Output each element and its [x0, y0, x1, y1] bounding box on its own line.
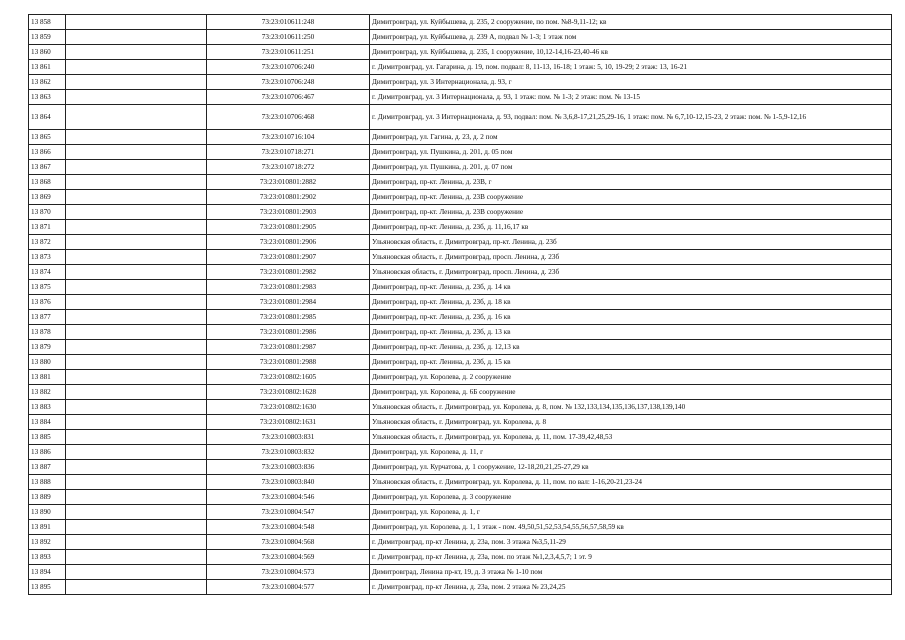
address-text: Димитровград, Ленина пр-кт, 19, д. 3 этажа № 1-10 пом: [372, 567, 543, 576]
empty-cell: [66, 160, 207, 175]
empty-cell: [66, 250, 207, 265]
address-cell: [370, 370, 892, 385]
row-number-cell: 13 892: [29, 535, 66, 550]
empty-cell: [66, 430, 207, 445]
cadastral-number-cell: 73:23:010801:2985: [207, 310, 370, 325]
address-cell: [370, 340, 892, 355]
table-row: [29, 205, 892, 220]
empty-cell: [66, 400, 207, 415]
address-text: Димитровград, пр-кт. Ленина, д. 23б, д. 12,13 кв: [372, 342, 520, 351]
cadastral-number-cell: 73:23:010718:272: [207, 160, 370, 175]
address-text: Ульяновская область, г. Димитровград, ул. Королева, д. 11, пом. по вал: 1-16,20-21,23-24: [372, 477, 642, 486]
empty-cell: [66, 475, 207, 490]
row-number-cell: 13 879: [29, 340, 66, 355]
address-cell: [370, 145, 892, 160]
address-text: Ульяновская область, г. Димитровград, просп. Ленина, д. 23б: [372, 252, 560, 261]
address-cell: [370, 445, 892, 460]
empty-cell: [66, 60, 207, 75]
address-cell: [370, 15, 892, 30]
row-number-cell: 13 866: [29, 145, 66, 160]
cadastral-number-cell: 73:23:010801:2986: [207, 325, 370, 340]
address-text: Димитровград, пр-кт. Ленина, д. 23б, д. 11,16,17 кв: [372, 222, 529, 231]
table-row: [29, 45, 892, 60]
table-row: [29, 220, 892, 235]
cadastral-number-cell: 73:23:010801:2906: [207, 235, 370, 250]
table-row: [29, 105, 892, 130]
address-cell: [370, 160, 892, 175]
row-number-cell: 13 884: [29, 415, 66, 430]
row-number-cell: 13 886: [29, 445, 66, 460]
address-text: Димитровград, пр-кт. Ленина, д. 23б, д. 16 кв: [372, 312, 511, 321]
empty-cell: [66, 105, 207, 130]
empty-cell: [66, 45, 207, 60]
address-text: Ульяновская область, г. Димитровград, просп. Ленина, д. 23б: [372, 267, 560, 276]
address-cell: [370, 565, 892, 580]
empty-cell: [66, 145, 207, 160]
table-row: [29, 75, 892, 90]
row-number-cell: 13 859: [29, 30, 66, 45]
address-text: Димитровград, ул. 3 Интернационала, д. 93, г: [372, 77, 512, 86]
empty-cell: [66, 295, 207, 310]
row-number-cell: 13 871: [29, 220, 66, 235]
empty-cell: [66, 205, 207, 220]
table-row: [29, 265, 892, 280]
address-cell: [370, 520, 892, 535]
table-row: [29, 340, 892, 355]
table-row: [29, 550, 892, 565]
address-cell: [370, 550, 892, 565]
empty-cell: [66, 385, 207, 400]
table-row: [29, 145, 892, 160]
address-text: г. Димитровград, пр-кт Ленина, д. 23а, пом. 2 этажа № 23,24,25: [372, 582, 566, 591]
empty-cell: [66, 75, 207, 90]
cadastral-number-cell: 73:23:010718:271: [207, 145, 370, 160]
cadastral-number-cell: 73:23:010801:2905: [207, 220, 370, 235]
row-number-cell: 13 861: [29, 60, 66, 75]
row-number-cell: 13 873: [29, 250, 66, 265]
cadastral-number-cell: 73:23:010706:248: [207, 75, 370, 90]
empty-cell: [66, 565, 207, 580]
address-cell: [370, 105, 892, 130]
address-cell: [370, 45, 892, 60]
table-row: [29, 535, 892, 550]
row-number-cell: 13 878: [29, 325, 66, 340]
empty-cell: [66, 490, 207, 505]
cadastral-number-cell: 73:23:010801:2882: [207, 175, 370, 190]
table-row: [29, 460, 892, 475]
address-cell: [370, 30, 892, 45]
table-row: [29, 475, 892, 490]
row-number-cell: 13 865: [29, 130, 66, 145]
table-row: [29, 355, 892, 370]
address-cell: [370, 310, 892, 325]
table-row: [29, 60, 892, 75]
address-text: Димитровград, ул. Куйбышева, д. 235, 1 сооружение, 10,12-14,16-23,40-46 кв: [372, 47, 608, 56]
address-cell: [370, 295, 892, 310]
cadastral-number-cell: 73:23:010802:1631: [207, 415, 370, 430]
cadastral-number-cell: 73:23:010802:1628: [207, 385, 370, 400]
table-row: [29, 325, 892, 340]
row-number-cell: 13 890: [29, 505, 66, 520]
address-text: Димитровград, ул. Куйбышева, д. 235, 2 сооружение, по пом. №8-9,11-12; кв: [372, 17, 607, 26]
table-row: [29, 370, 892, 385]
empty-cell: [66, 190, 207, 205]
address-text: Димитровград, пр-кт. Ленина, д. 23б, д. 13 кв: [372, 327, 511, 336]
row-number-cell: 13 895: [29, 580, 66, 595]
cadastral-number-cell: 73:23:010611:250: [207, 30, 370, 45]
row-number-cell: 13 875: [29, 280, 66, 295]
empty-cell: [66, 340, 207, 355]
table-row: [29, 430, 892, 445]
empty-cell: [66, 220, 207, 235]
table-row: [29, 15, 892, 30]
address-text: Димитровград, ул. Королева, д. 11, г: [372, 447, 484, 456]
address-text: г. Димитровград, ул. 3 Интернационала, д. 93, подвал: пом. № 3,6,8-17,21,25,29-16, 1 этаж: пом. № 6,7,10-12,15-23, 2 этаж: пом. № 1-5,9-12,16: [372, 112, 807, 121]
empty-cell: [66, 175, 207, 190]
empty-cell: [66, 310, 207, 325]
cadastral-number-cell: 73:23:010801:2907: [207, 250, 370, 265]
cadastral-number-cell: 73:23:010804:573: [207, 565, 370, 580]
address-text: Ульяновская область, г. Димитровград, ул. Королева, д. 11, пом. 17-39,42,48,53: [372, 432, 613, 441]
address-cell: [370, 190, 892, 205]
row-number-cell: 13 858: [29, 15, 66, 30]
empty-cell: [66, 550, 207, 565]
table-row: [29, 520, 892, 535]
address-text: Димитровград, ул. Королева, д. 1, г: [372, 507, 480, 516]
address-text: Димитровград, пр-кт. Ленина, д. 23б, д. 15 кв: [372, 357, 511, 366]
address-text: Димитровград, ул. Королева, д. 2 сооружение: [372, 372, 512, 381]
address-cell: [370, 385, 892, 400]
address-text: Димитровград, ул. Пушкина, д. 201, д. 07 пом: [372, 162, 513, 171]
cadastral-number-cell: 73:23:010803:832: [207, 445, 370, 460]
address-text: Димитровград, ул. Курчатова, д. 1 сооружение, 12-18,20,21,25-27,29 кв: [372, 462, 589, 471]
table-row: [29, 415, 892, 430]
address-text: Димитровград, пр-кт. Ленина, д. 23В, г: [372, 177, 492, 186]
cadastral-number-cell: 73:23:010804:546: [207, 490, 370, 505]
row-number-cell: 13 887: [29, 460, 66, 475]
row-number-cell: 13 882: [29, 385, 66, 400]
row-number-cell: 13 881: [29, 370, 66, 385]
cadastral-number-cell: 73:23:010801:2987: [207, 340, 370, 355]
address-text: Димитровград, пр-кт. Ленина, д. 23б, д. 14 кв: [372, 282, 511, 291]
row-number-cell: 13 874: [29, 265, 66, 280]
address-text: г. Димитровград, пр-кт Ленина, д. 23а, пом. 3 этажа №3,5,11-29: [372, 537, 566, 546]
row-number-cell: 13 885: [29, 430, 66, 445]
address-cell: [370, 60, 892, 75]
cadastral-number-cell: 73:23:010706:468: [207, 105, 370, 130]
address-text: Димитровград, ул. Куйбышева, д. 239 А, подвал № 1-3; 1 этаж пом: [372, 32, 577, 41]
address-text: Димитровград, ул. Королева, д. 6Б сооружение: [372, 387, 516, 396]
empty-cell: [66, 505, 207, 520]
empty-cell: [66, 370, 207, 385]
row-number-cell: 13 894: [29, 565, 66, 580]
empty-cell: [66, 265, 207, 280]
cadastral-number-cell: 73:23:010706:467: [207, 90, 370, 105]
address-cell: [370, 415, 892, 430]
address-cell: [370, 130, 892, 145]
row-number-cell: 13 863: [29, 90, 66, 105]
row-number-cell: 13 876: [29, 295, 66, 310]
address-cell: [370, 325, 892, 340]
row-number-cell: 13 860: [29, 45, 66, 60]
cadastral-number-cell: 73:23:010801:2983: [207, 280, 370, 295]
cadastral-number-cell: 73:23:010804:568: [207, 535, 370, 550]
address-cell: [370, 220, 892, 235]
cadastral-number-cell: 73:23:010804:577: [207, 580, 370, 595]
empty-cell: [66, 355, 207, 370]
address-text: Димитровград, ул. Королева, д. 1, 1 этаж - пом. 49,50,51,52,53,54,55,56,57,58,59 кв: [372, 522, 624, 531]
table-row: [29, 90, 892, 105]
empty-cell: [66, 280, 207, 295]
cadastral-number-cell: 73:23:010801:2902: [207, 190, 370, 205]
address-text: Ульяновская область, г. Димитровград, ул. Королева, д. 8: [372, 417, 547, 426]
table-row: [29, 295, 892, 310]
row-number-cell: 13 870: [29, 205, 66, 220]
address-text: Димитровград, пр-кт. Ленина, д. 23В сооружение: [372, 192, 524, 201]
row-number-cell: 13 888: [29, 475, 66, 490]
address-cell: [370, 205, 892, 220]
table-row: [29, 250, 892, 265]
address-cell: [370, 460, 892, 475]
table-row: [29, 235, 892, 250]
empty-cell: [66, 325, 207, 340]
cadastral-number-cell: 73:23:010801:2982: [207, 265, 370, 280]
empty-cell: [66, 235, 207, 250]
table-row: [29, 505, 892, 520]
address-text: Димитровград, ул. Королева, д. 3 сооружение: [372, 492, 512, 501]
row-number-cell: 13 872: [29, 235, 66, 250]
row-number-cell: 13 864: [29, 105, 66, 130]
row-number-cell: 13 869: [29, 190, 66, 205]
address-cell: [370, 75, 892, 90]
address-text: Димитровград, пр-кт. Ленина, д. 23б, д. 18 кв: [372, 297, 511, 306]
row-number-cell: 13 867: [29, 160, 66, 175]
address-cell: [370, 580, 892, 595]
row-number-cell: 13 877: [29, 310, 66, 325]
empty-cell: [66, 460, 207, 475]
cadastral-number-cell: 73:23:010804:569: [207, 550, 370, 565]
address-text: г. Димитровград, пр-кт Ленина, д. 23а, пом. по этаж №1,2,3,4,5,7; 1 эт. 9: [372, 552, 592, 561]
row-number-cell: 13 862: [29, 75, 66, 90]
cadastral-number-cell: 73:23:010801:2903: [207, 205, 370, 220]
cadastral-number-cell: 73:23:010804:547: [207, 505, 370, 520]
address-text: Ульяновская область, г. Димитровград, ул. Королева, д. 8, пом. № 132,133,134,135,136,137,138,139,140: [372, 402, 686, 411]
cadastral-number-cell: 73:23:010802:1605: [207, 370, 370, 385]
empty-cell: [66, 415, 207, 430]
address-text: Димитровград, пр-кт. Ленина, д. 23В сооружение: [372, 207, 524, 216]
registry-table: [28, 14, 892, 595]
cadastral-number-cell: 73:23:010802:1630: [207, 400, 370, 415]
empty-cell: [66, 30, 207, 45]
address-cell: [370, 280, 892, 295]
address-cell: [370, 250, 892, 265]
address-text: г. Димитровград, ул. Гагарина, д. 19, пом. подвал: 8, 11-13, 16-18; 1 этаж: 5, 10, 19-29; 2 этаж: 13, 16-21: [372, 62, 688, 71]
registry-sheet: [28, 14, 892, 595]
cadastral-number-cell: 73:23:010611:248: [207, 15, 370, 30]
table-row: [29, 385, 892, 400]
table-row: [29, 130, 892, 145]
cadastral-number-cell: 73:23:010801:2988: [207, 355, 370, 370]
cadastral-number-cell: 73:23:010804:548: [207, 520, 370, 535]
table-row: [29, 565, 892, 580]
empty-cell: [66, 130, 207, 145]
table-row: [29, 190, 892, 205]
address-text: Димитровград, ул. Гагина, д. 23, д. 2 пом: [372, 132, 498, 141]
row-number-cell: 13 891: [29, 520, 66, 535]
table-row: [29, 175, 892, 190]
cadastral-number-cell: 73:23:010803:836: [207, 460, 370, 475]
cadastral-number-cell: 73:23:010801:2984: [207, 295, 370, 310]
cadastral-number-cell: 73:23:010803:840: [207, 475, 370, 490]
address-text: Димитровград, ул. Пушкина, д. 201, д. 05 пом: [372, 147, 513, 156]
table-row: [29, 30, 892, 45]
address-cell: [370, 355, 892, 370]
registry-table-body: [29, 15, 892, 595]
row-number-cell: 13 868: [29, 175, 66, 190]
row-number-cell: 13 889: [29, 490, 66, 505]
empty-cell: [66, 520, 207, 535]
empty-cell: [66, 90, 207, 105]
address-cell: [370, 535, 892, 550]
row-number-cell: 13 893: [29, 550, 66, 565]
address-cell: [370, 265, 892, 280]
cadastral-number-cell: 73:23:010803:831: [207, 430, 370, 445]
address-cell: [370, 490, 892, 505]
address-cell: [370, 400, 892, 415]
row-number-cell: 13 883: [29, 400, 66, 415]
empty-cell: [66, 15, 207, 30]
address-cell: [370, 475, 892, 490]
empty-cell: [66, 580, 207, 595]
address-cell: [370, 175, 892, 190]
table-row: [29, 445, 892, 460]
table-row: [29, 280, 892, 295]
address-cell: [370, 90, 892, 105]
address-cell: [370, 430, 892, 445]
row-number-cell: 13 880: [29, 355, 66, 370]
cadastral-number-cell: 73:23:010706:240: [207, 60, 370, 75]
cadastral-number-cell: 73:23:010716:104: [207, 130, 370, 145]
table-row: [29, 580, 892, 595]
table-row: [29, 400, 892, 415]
empty-cell: [66, 445, 207, 460]
address-cell: [370, 235, 892, 250]
cadastral-number-cell: 73:23:010611:251: [207, 45, 370, 60]
address-cell: [370, 505, 892, 520]
table-row: [29, 490, 892, 505]
table-row: [29, 160, 892, 175]
empty-cell: [66, 535, 207, 550]
address-text: г. Димитровград, ул. 3 Интернационала, д. 93, 1 этаж: пом. № 1-3; 2 этаж: пом. № 13-15: [372, 92, 640, 101]
address-text: Ульяновская область, г. Димитровград, пр-кт. Ленина, д. 23б: [372, 237, 557, 246]
table-row: [29, 310, 892, 325]
